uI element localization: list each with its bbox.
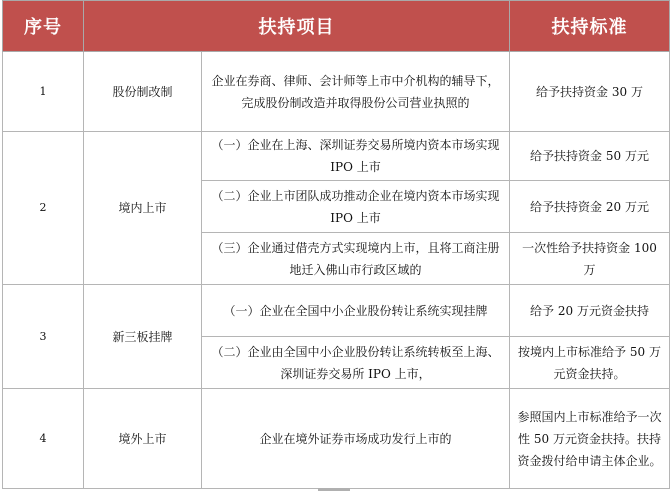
row-desc: 企业在券商、律师、会计师等上市中介机构的辅导下，完成股份制改造并取得股份公司营业执照的 bbox=[202, 52, 510, 132]
row-item: 股份制改制 bbox=[84, 52, 202, 132]
row-std: 给予扶持资金 30 万 bbox=[510, 52, 670, 132]
row-seq: 4 bbox=[3, 389, 84, 489]
row-item: 新三板挂牌 bbox=[84, 285, 202, 389]
row-desc: （一）企业在上海、深圳证券交易所境内资本市场实现 IPO 上市 bbox=[202, 132, 510, 181]
table-row bbox=[3, 52, 670, 132]
row-std: 一次性给予扶持资金 100 万 bbox=[510, 233, 670, 285]
row-std: 给予 20 万元资金扶持 bbox=[510, 285, 670, 337]
row-item: 境内上市 bbox=[84, 132, 202, 285]
header-standard: 扶持标准 bbox=[510, 1, 670, 52]
row-desc: （二）企业上市团队成功推动企业在境内资本市场实现 IPO 上市 bbox=[202, 181, 510, 233]
header-project: 扶持项目 bbox=[84, 1, 510, 52]
header-row bbox=[3, 1, 670, 52]
row-seq: 3 bbox=[3, 285, 84, 389]
row-std: 按境内上市标准给予 50 万元资金扶持。 bbox=[510, 337, 670, 389]
table-row bbox=[3, 389, 670, 489]
bottom-divider bbox=[318, 488, 350, 491]
header-seq: 序号 bbox=[3, 1, 84, 52]
row-seq: 2 bbox=[3, 132, 84, 285]
row-item: 境外上市 bbox=[84, 389, 202, 489]
row-std: 给予扶持资金 20 万元 bbox=[510, 181, 670, 233]
support-policy-table bbox=[2, 0, 670, 489]
row-std: 给予扶持资金 50 万元 bbox=[510, 132, 670, 181]
row-desc: （一）企业在全国中小企业股份转让系统实现挂牌 bbox=[202, 285, 510, 337]
row-std: 参照国内上市标准给予一次性 50 万元资金扶持。扶持资金拨付给申请主体企业。 bbox=[510, 389, 670, 489]
row-seq: 1 bbox=[3, 52, 84, 132]
table-row bbox=[3, 132, 670, 181]
row-desc: （三）企业通过借壳方式实现境内上市，且将工商注册地迁入佛山市行政区域的 bbox=[202, 233, 510, 285]
row-desc: （二）企业由全国中小企业股份转让系统转板至上海、深圳证券交易所 IPO 上市， bbox=[202, 337, 510, 389]
table-row bbox=[3, 285, 670, 337]
row-desc: 企业在境外证券市场成功发行上市的 bbox=[202, 389, 510, 489]
